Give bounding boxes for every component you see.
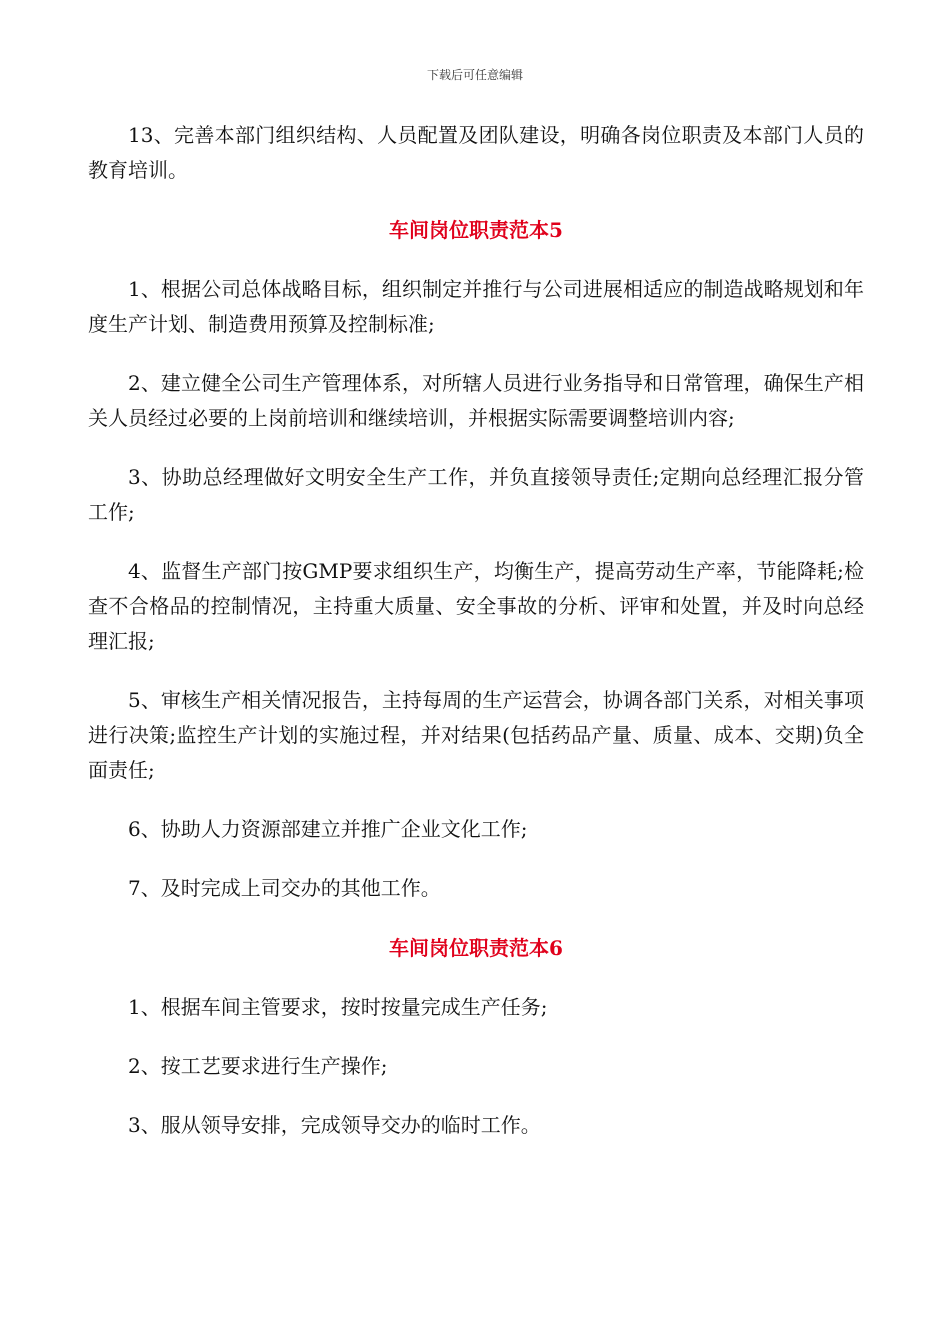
- paragraph: 1、根据公司总体战略目标，组织制定并推行与公司进展相适应的制造战略规划和年度生产计划、制造费用预算及控制标准;: [88, 277, 864, 336]
- section-heading: 车间岗位职责范本6: [389, 936, 563, 960]
- header-note: 下载后可任意编辑: [426, 68, 523, 82]
- paragraph: 2、按工艺要求进行生产操作;: [128, 1054, 388, 1078]
- paragraph: 3、协助总经理做好文明安全生产工作，并负直接领导责任;定期向总经理汇报分管工作;: [88, 465, 864, 524]
- section-heading: 车间岗位职责范本5: [389, 218, 563, 242]
- paragraph: 3、服从领导安排，完成领导交办的临时工作。: [128, 1113, 541, 1137]
- paragraph: 7、及时完成上司交办的其他工作。: [128, 876, 441, 900]
- document-body: [88, 118, 864, 1167]
- paragraph: 5、审核生产相关情况报告，主持每周的生产运营会，协调各部门关系，对相关事项进行决策;监控生产计划的实施过程，并对结果(包括药品产量、质量、成本、交期)负全面责任;: [88, 688, 864, 782]
- paragraph: 2、建立健全公司生产管理体系，对所辖人员进行业务指导和日常管理，确保生产相关人员经过必要的上岗前培训和继续培训，并根据实际需要调整培训内容;: [88, 371, 864, 430]
- paragraph: 6、协助人力资源部建立并推广企业文化工作;: [128, 817, 528, 841]
- paragraph: 4、监督生产部门按GMP要求组织生产，均衡生产，提高劳动生产率，节能降耗;检查不合格品的控制情况，主持重大质量、安全事故的分析、评审和处置，并及时向总经理汇报;: [88, 559, 864, 653]
- paragraph: 13、完善本部门组织结构、人员配置及团队建设，明确各岗位职责及本部门人员的教育培训。: [88, 123, 864, 182]
- paragraph: 1、根据车间主管要求，按时按量完成生产任务;: [128, 995, 548, 1019]
